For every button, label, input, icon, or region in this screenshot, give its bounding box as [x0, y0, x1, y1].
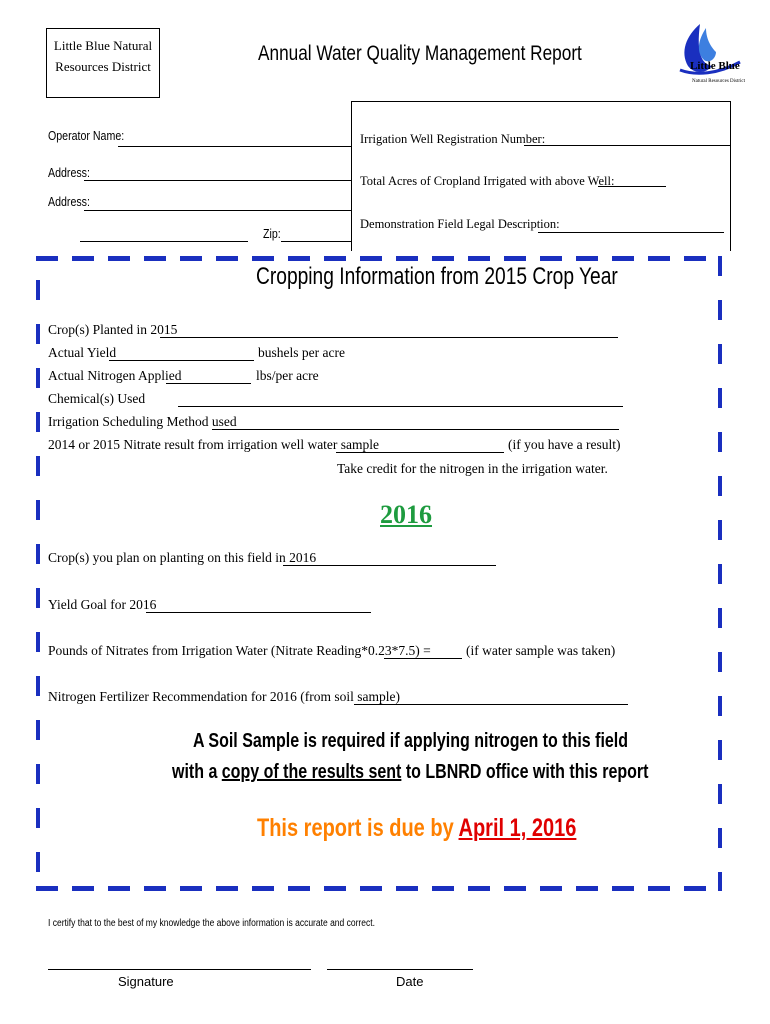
crops-planted-field[interactable] [160, 337, 618, 338]
district-name-box [46, 28, 160, 98]
well-registration-label: Irrigation Well Registration Number: [360, 132, 546, 146]
actual-yield-label: Actual Yield [48, 345, 117, 360]
legal-description-field[interactable] [538, 232, 724, 233]
report-title: Annual Water Quality Management Report [258, 42, 582, 65]
fertilizer-rec-field[interactable] [354, 704, 628, 705]
logo-subtext: Natural Resources District [692, 79, 746, 84]
operator-name-field[interactable] [118, 146, 351, 147]
pounds-nitrates-field[interactable] [384, 658, 462, 659]
pounds-nitrates-label: Pounds of Nitrates from Irrigation Water (Nitrate Reading*0.23*7.5) = [48, 643, 431, 658]
nitrogen-applied-label: Actual Nitrogen Applied [48, 368, 182, 383]
address-label-1: Address: [48, 166, 90, 180]
yield-goal-label: Yield Goal for 2016 [48, 597, 157, 612]
logo-text: Little Blue [690, 60, 740, 72]
soil-sample-notice-line-2: with a copy of the results sent to LBNRD office with this report [172, 761, 649, 783]
yield-unit: bushels per acre [258, 345, 345, 360]
water-drop-logo-icon [672, 22, 746, 88]
plan-year-heading: 2016 [380, 500, 432, 529]
nitrogen-unit: lbs/per acre [256, 368, 319, 383]
address-field-1[interactable] [84, 180, 351, 181]
crops-plan-label: Crop(s) you plan on planting on this field in 2016 [48, 550, 317, 565]
crops-plan-field[interactable] [283, 565, 496, 566]
pounds-nitrates-note: (if water sample was taken) [466, 643, 616, 658]
zip-field[interactable] [281, 241, 351, 242]
zip-label: Zip: [263, 227, 281, 241]
actual-yield-field[interactable] [109, 360, 254, 361]
district-name-line-1: Little Blue Natural [53, 38, 153, 53]
signature-label: Signature [118, 974, 174, 989]
cropping-section-title: Cropping Information from 2015 Crop Year [256, 263, 618, 290]
chemicals-used-label: Chemical(s) Used [48, 391, 146, 406]
date-field[interactable] [327, 969, 473, 970]
dashed-border-top [36, 256, 716, 261]
district-name-line-2: Resources District [55, 59, 151, 74]
due-date-notice: This report is due by April 1, 2016 [257, 814, 577, 842]
soil-sample-notice-line-1: A Soil Sample is required if applying nitrogen to this field [193, 730, 629, 752]
legal-description-label: Demonstration Field Legal Description: [360, 217, 560, 231]
scheduling-method-field[interactable] [212, 429, 619, 430]
chemicals-used-field[interactable] [178, 406, 623, 407]
acres-irrigated-field[interactable] [598, 186, 666, 187]
date-label: Date [396, 974, 424, 989]
nitrate-result-note: (if you have a result) [508, 437, 621, 452]
address-label-2: Address: [48, 195, 90, 209]
nitrate-result-label: 2014 or 2015 Nitrate result from irrigation well water sample [48, 437, 380, 452]
signature-field[interactable] [48, 969, 311, 970]
acres-irrigated-label: Total Acres of Cropland Irrigated with above Well: [360, 174, 615, 188]
due-date-value: April 1, 2016 [458, 814, 577, 842]
nitrogen-credit-note: Take credit for the nitrogen in the irrigation water. [337, 461, 608, 476]
fertilizer-rec-label: Nitrogen Fertilizer Recommendation for 2016 (from soil sample) [48, 689, 401, 704]
dashed-border-left [36, 280, 40, 875]
city-state-field[interactable] [80, 241, 248, 242]
dashed-border-bottom [36, 886, 716, 891]
copy-of-results-text: copy of the results sent [221, 761, 402, 783]
little-blue-logo [672, 22, 746, 88]
nitrate-result-field[interactable] [336, 452, 504, 453]
dashed-border-right [718, 256, 722, 891]
nitrogen-applied-field[interactable] [166, 383, 251, 384]
address-field-2[interactable] [84, 210, 351, 211]
operator-name-label: Operator Name: [48, 129, 125, 143]
well-registration-field[interactable] [524, 145, 730, 146]
crops-planted-label: Crop(s) Planted in 2015 [48, 322, 178, 337]
certification-statement: I certify that to the best of my knowledge the above information is accurate and correct. [48, 918, 375, 929]
scheduling-method-label: Irrigation Scheduling Method used [48, 414, 237, 429]
yield-goal-field[interactable] [146, 612, 371, 613]
